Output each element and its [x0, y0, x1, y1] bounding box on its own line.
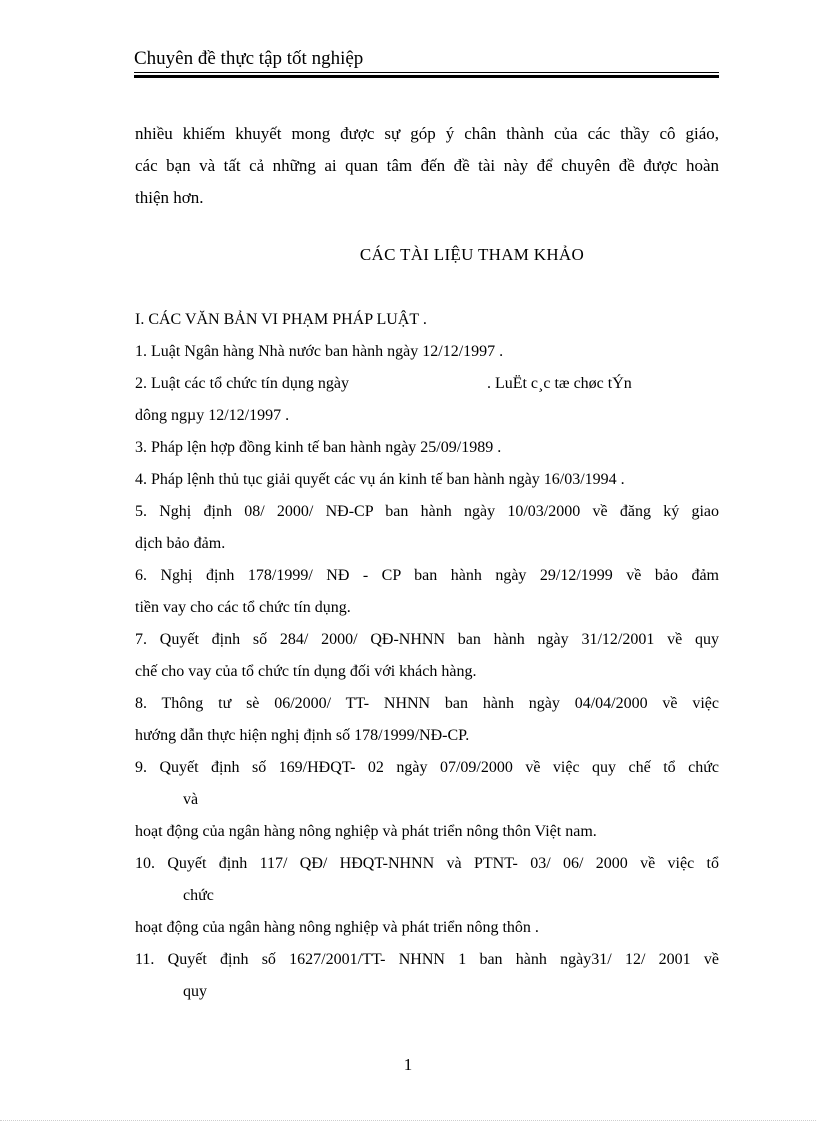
- list-item: 4. Pháp lệnh thủ tục giải quyết các vụ án kinh tế ban hành ngày 16/03/1994 .: [135, 471, 625, 488]
- list-item-text: 2. Luật các tổ chức tín dụng ngày: [135, 375, 349, 392]
- list-item-continuation: tiền vay cho các tổ chức tín dụng.: [135, 599, 351, 616]
- intro-paragraph: [135, 118, 719, 214]
- references-title: CÁC TÀI LIỆU THAM KHẢO: [359, 245, 585, 264]
- list-item: 10. Quyết định 117/ QĐ/ HĐQT-NHNN và PTNT- 03/ 06/ 2000 về việc tổ: [135, 855, 719, 872]
- list-item: 8. Thông tư sè 06/2000/ TT- NHNN ban hành ngày 04/04/2000 về việc: [135, 695, 719, 712]
- list-item-continuation: chế cho vay của tổ chức tín dụng đối với khách hàng.: [135, 663, 477, 680]
- running-header: Chuyên đề thực tập tốt nghiệp: [134, 48, 364, 69]
- list-item-continuation: quy: [183, 983, 207, 1000]
- intro-line: nhiều khiếm khuyết mong được sự góp ý chân thành của các thầy cô giáo,: [135, 124, 719, 143]
- list-item: 5. Nghị định 08/ 2000/ NĐ-CP ban hành ngày 10/03/2000 về đăng ký giao: [135, 503, 719, 520]
- list-item-continuation: và: [183, 791, 199, 808]
- list-item: [135, 372, 719, 396]
- page-bottom-border: [0, 1120, 816, 1121]
- intro-line: các bạn và tất cả những ai quan tâm đến đề tài này để chuyên đề được hoàn: [135, 156, 719, 175]
- page-number: 1: [403, 1055, 413, 1074]
- list-item-continuation: hướng dẫn thực hiện nghị định số 178/1999/NĐ-CP.: [135, 727, 470, 744]
- list-item-continuation: hoạt động của ngân hàng nông nghiệp và phát triển nông thôn Việt nam.: [135, 823, 597, 840]
- list-item-continuation: dịch bảo đảm.: [135, 535, 226, 552]
- section-heading: I. CÁC VĂN BẢN VI PHẠM PHÁP LUẬT .: [135, 311, 427, 328]
- intro-line: thiện hơn.: [135, 188, 204, 207]
- header-rule-thin: [134, 72, 719, 73]
- list-item-text: . LuËt c¸c tæ chøc tÝn: [486, 375, 632, 392]
- list-item-continuation: hoạt động của ngân hàng nông nghiệp và phát triển nông thôn .: [135, 919, 539, 936]
- list-item: 3. Pháp lện hợp đồng kinh tế ban hành ngày 25/09/1989 .: [135, 439, 502, 456]
- list-item: 6. Nghị định 178/1999/ NĐ - CP ban hành ngày 29/12/1999 về bảo đảm: [135, 567, 719, 584]
- list-item-continuation: chức: [183, 887, 214, 904]
- list-item: 7. Quyết định số 284/ 2000/ QĐ-NHNN ban hành ngày 31/12/2001 về quy: [135, 631, 719, 648]
- list-item: 1. Luật Ngân hàng Nhà nước ban hành ngày 12/12/1997 .: [135, 343, 504, 360]
- list-item: 9. Quyết định số 169/HĐQT- 02 ngày 07/09/2000 về việc quy chế tổ chức: [135, 759, 719, 776]
- header-rule-thick: [134, 75, 719, 78]
- list-item-continuation: dông ngµy 12/12/1997 .: [135, 407, 290, 424]
- list-item: 11. Quyết định số 1627/2001/TT- NHNN 1 ban hành ngày31/ 12/ 2001 về: [135, 951, 719, 968]
